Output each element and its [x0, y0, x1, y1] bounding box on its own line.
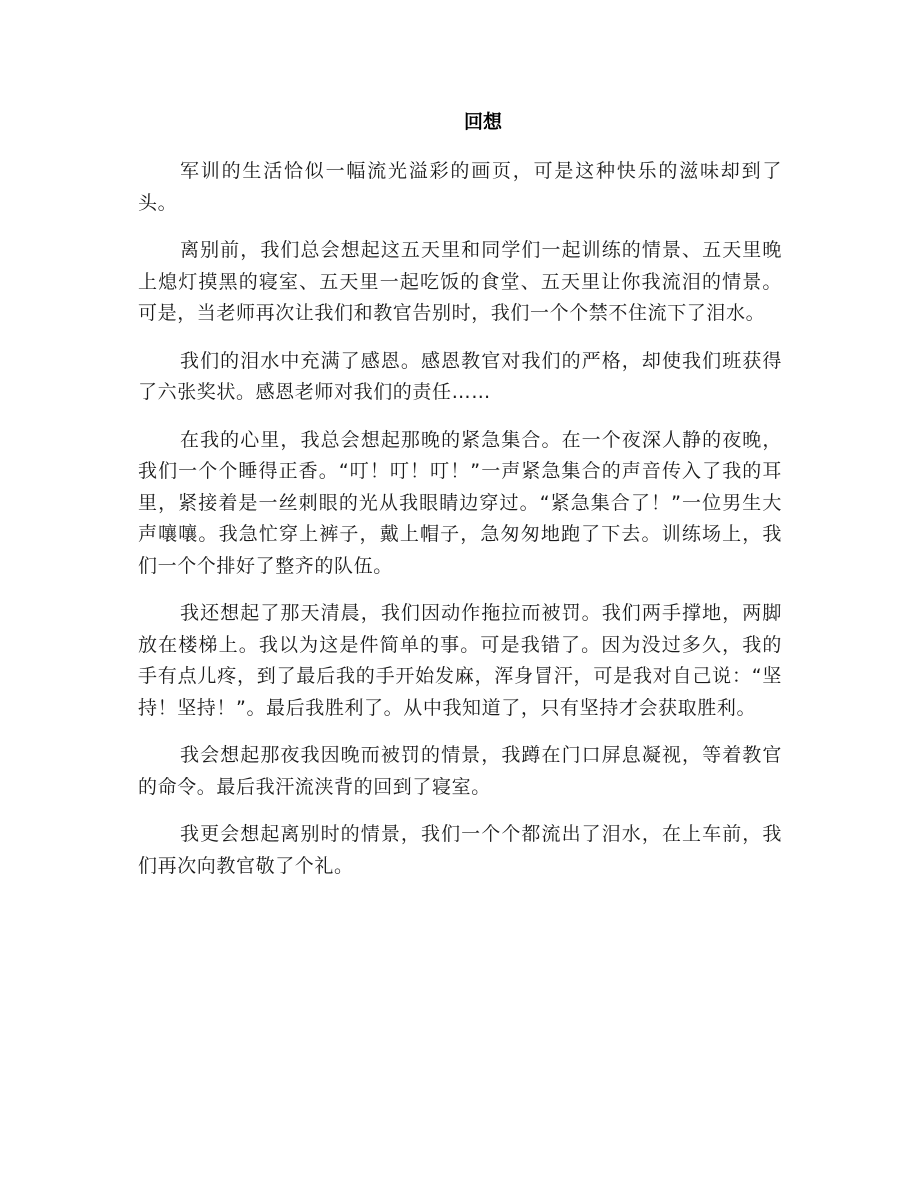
paragraph: 我更会想起离别时的情景，我们一个个都流出了泪水，在上车前，我们再次向教官敬了个礼。	[138, 823, 782, 877]
paragraph: 我们的泪水中充满了感恩。感恩教官对我们的严格，却使我们班获得了六张奖状。感恩老师对我们的责任……	[138, 349, 782, 403]
paragraph: 军训的生活恰似一幅流光溢彩的画页，可是这种快乐的滋味却到了头。	[138, 160, 782, 214]
paragraph: 我还想起了那天清晨，我们因动作拖拉而被罚。我们两手撑地，两脚放在楼梯上。我以为这是件简单的事。可是我错了。因为没过多久，我的手有点儿疼，到了最后我的手开始发麻，浑身冒汗，可是我对自己说：“坚持！坚持！”。最后我胜利了。从中我知道了，只有坚持才会获取胜利。	[138, 602, 782, 719]
paragraph: 在我的心里，我总会想起那晚的紧急集合。在一个夜深人静的夜晚，我们一个个睡得正香。“叮！叮！叮！”一声紧急集合的声音传入了我的耳里，紧接着是一丝刺眼的光从我眼睛边穿过。“紧急集合了！”一位男生大声嚷嚷。我急忙穿上裤子，戴上帽子，急匆匆地跑了下去。训练场上，我们一个个排好了整齐的队伍。	[138, 428, 782, 577]
document-title: 回想	[463, 111, 502, 133]
document-body	[138, 156, 782, 898]
paragraph: 我会想起那夜我因晚而被罚的情景，我蹲在门口屏息凝视，等着教官的命令。最后我汗流浃背的回到了寝室。	[138, 744, 782, 798]
paragraph: 离别前，我们总会想起这五天里和同学们一起训练的情景、五天里晚上熄灯摸黑的寝室、五天里一起吃饭的食堂、五天里让你我流泪的情景。可是，当老师再次让我们和教官告别时，我们一个个禁不住流下了泪水。	[138, 239, 782, 324]
